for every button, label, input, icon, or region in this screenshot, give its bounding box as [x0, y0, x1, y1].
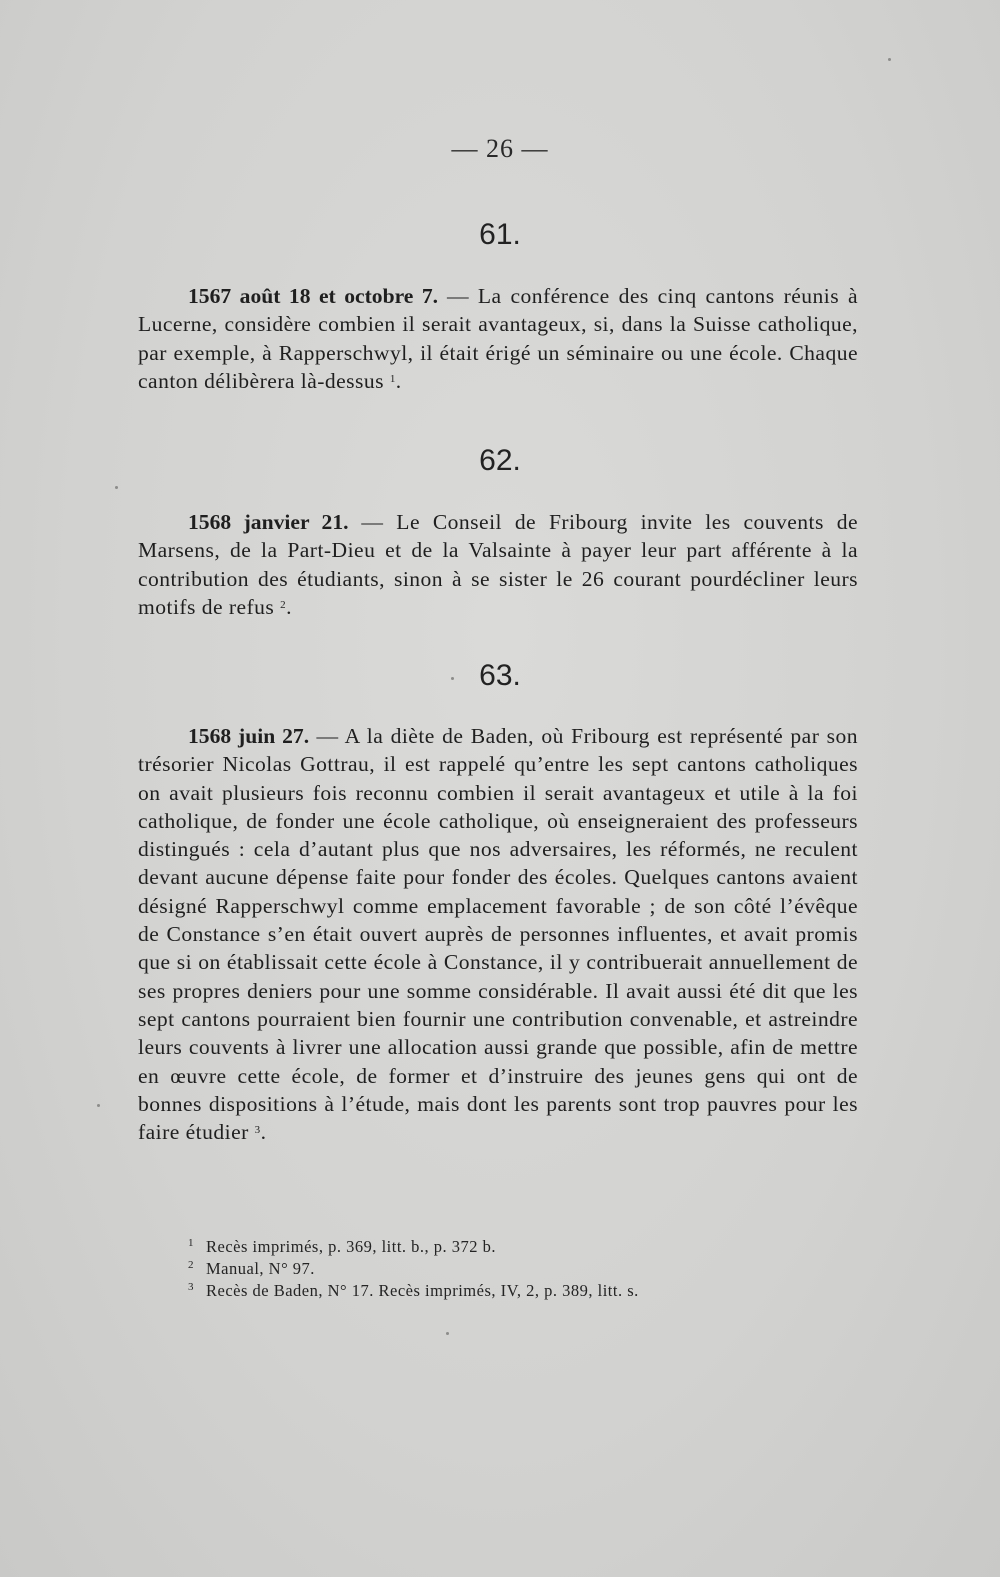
paper-speck [115, 486, 118, 489]
footnote-ref: 3 [254, 1124, 261, 1137]
entry-paragraph [138, 282, 858, 395]
entry-date: 1567 août 18 et octobre 7. [188, 284, 439, 308]
footnotes [188, 1236, 828, 1302]
footnote-text: Manual, N° 97. [206, 1259, 315, 1278]
entry-text: — A la diète de Baden, où Fribourg est représenté par son trésorier Nicolas Gottrau, il est rappelé qu’entre les sept cantons catholiques on avait plusieurs fois reconnu combien il serait avantageux et utile à la foi catholique, de fonder une école catholique, où enseigneraient des professeurs distingués : cela d’autant plus que nos adversaires, les réformés, ne reculent devant aucune dépense faite pour fonder des écoles. Quelques cantons avaient désigné Rapperschwyl comme emplacement favorable ; de son côté l’évêque de Constance s’en était ouvert auprès de personnes influentes, et avait promis que si on établissait cette école à Constance, il y contribuerait annuellement de ses propres deniers pour une somme considérable. Il avait aussi été dit que les sept cantons pourraient bien fournir une contribution convenable, et astreindre leurs couvents à livrer une allocation aussi grande que possible, afin de mettre en œuvre cette école, de former et d’instruire des jeunes gens qui ont de bonnes dispositions à l’étude, mais dont les parents sont trop pauvres pour les faire étudier [138, 724, 859, 1145]
entry-end: . [395, 368, 402, 393]
entry-paragraph [138, 722, 858, 1146]
page-number: — 26 — [451, 134, 549, 163]
entry-62 [138, 508, 858, 621]
entry-63 [138, 722, 858, 1146]
footnote-mark: 3 [188, 1281, 194, 1293]
paper-speck [446, 1332, 449, 1335]
entry-text: — La conférence des cinq cantons réunis à Lucerne, considère combien il serait avantageux, si, dans la Suisse catholique, par exemple, à Rapperschwyl, il était érigé un séminaire ou une école. Chaque canton délibèrera là-dessus [138, 284, 858, 393]
footnote [188, 1280, 828, 1302]
entry-number-62: 62. [479, 444, 521, 477]
footnote-ref: 1 [389, 372, 396, 385]
entry-paragraph [138, 508, 858, 621]
footnote-mark: 1 [188, 1237, 194, 1249]
footnote [188, 1236, 828, 1258]
footnote-text: Recès imprimés, p. 369, litt. b., p. 372 b. [206, 1237, 497, 1256]
entry-number-63: 63. [479, 659, 521, 692]
paper-speck [97, 1104, 100, 1107]
entry-date: 1568 juin 27. [188, 724, 310, 748]
entry-date: 1568 janvier 21. [188, 510, 349, 534]
footnote-mark: 2 [188, 1259, 194, 1271]
paper-speck [888, 58, 891, 61]
footnote [188, 1258, 828, 1280]
paper-speck [451, 677, 454, 680]
entry-text: — Le Conseil de Fribourg invite les couvents de Marsens, de la Part-Dieu et de la Valsainte à payer leur part afférente à la contribution des étudiants, sinon à se sister le 26 courant pourdécliner leurs motifs de refus [138, 510, 858, 619]
footnote-text: Recès de Baden, N° 17. Recès imprimés, IV, 2, p. 389, litt. s. [206, 1281, 639, 1300]
entry-end: . [260, 1120, 267, 1145]
entry-end: . [286, 594, 292, 619]
entry-number-61: 61. [479, 218, 521, 251]
footnote-ref: 2 [280, 598, 287, 611]
entry-61 [138, 282, 858, 395]
